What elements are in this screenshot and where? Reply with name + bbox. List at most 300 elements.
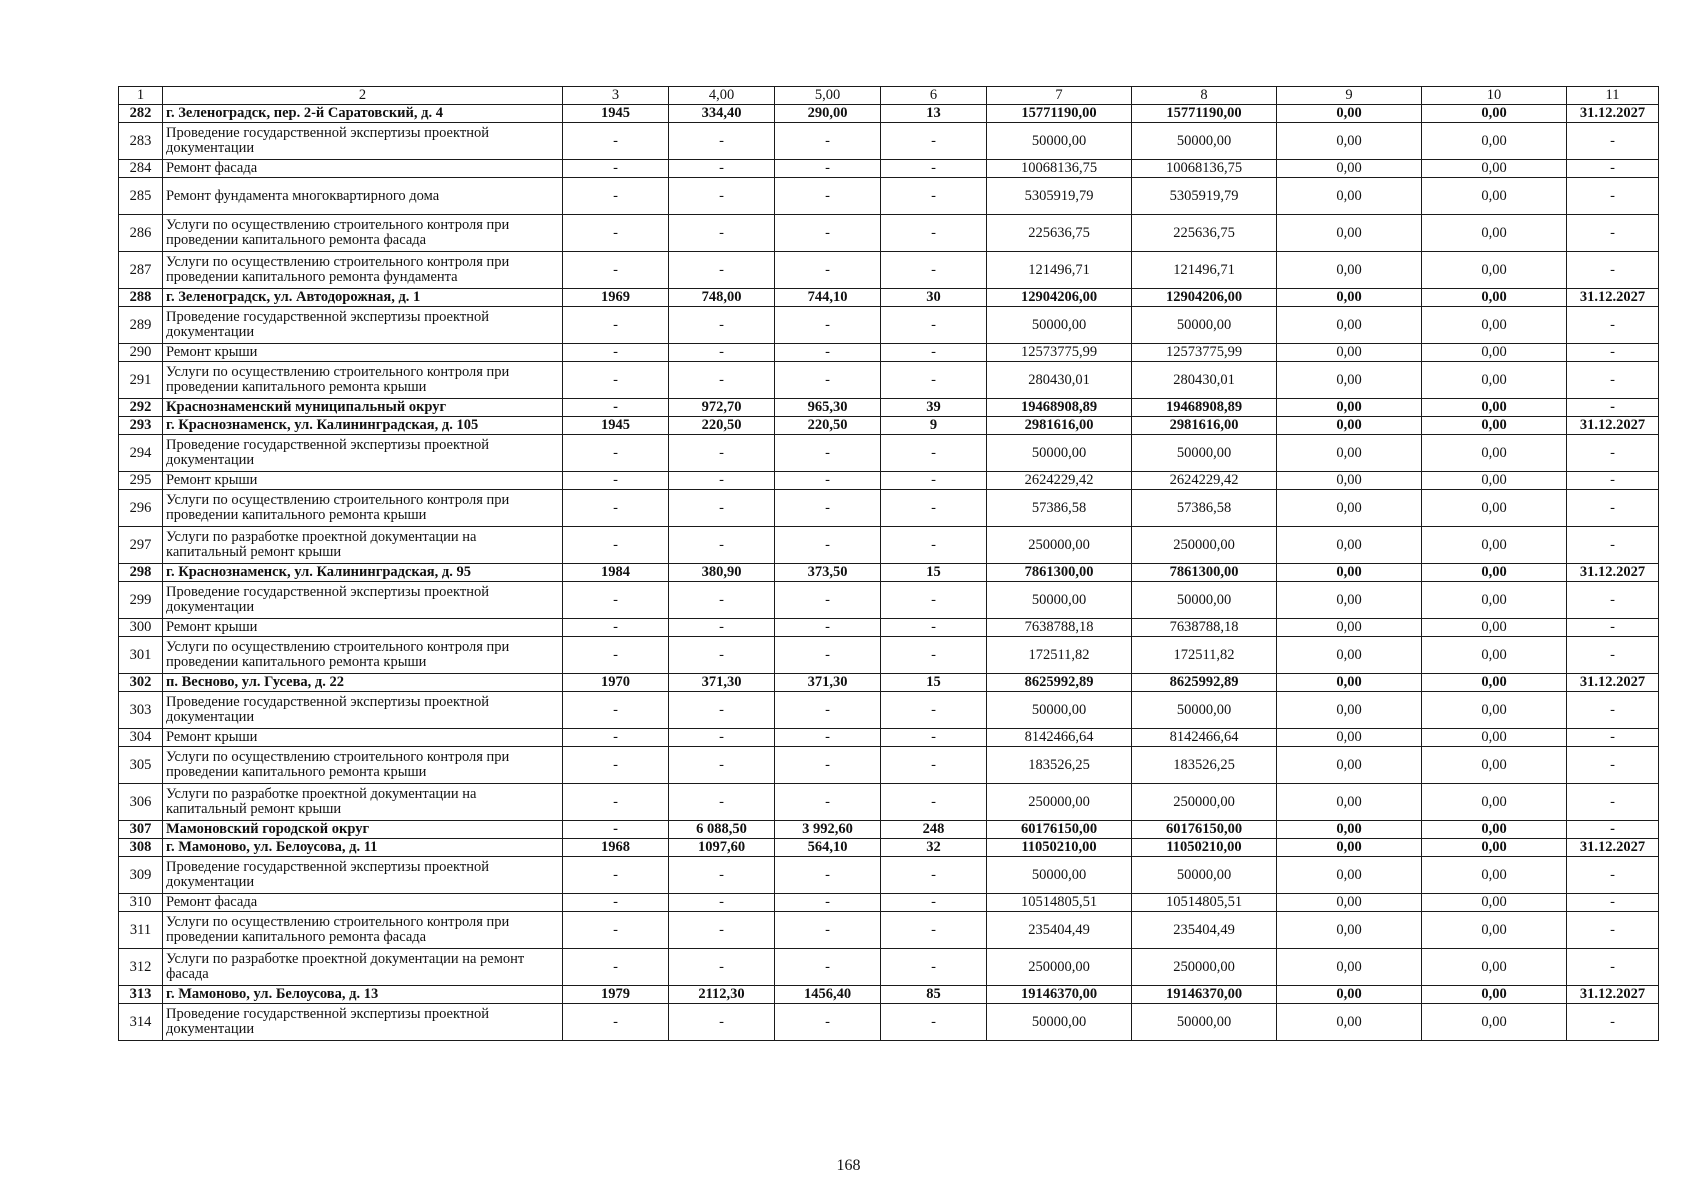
row-index-cell: 295 [119,472,163,490]
cost-fund-cell: 250000,00 [1132,527,1277,564]
row-index-cell: 300 [119,619,163,637]
year-cell: - [563,692,669,729]
residents-cell: 32 [881,839,987,857]
residents-cell: - [881,637,987,674]
row-index-cell: 301 [119,637,163,674]
area-living-cell: - [775,784,881,821]
row-index-cell: 296 [119,490,163,527]
year-cell: 1945 [563,105,669,123]
year-cell: - [563,435,669,472]
area-total-cell: - [669,619,775,637]
row-index-cell: 290 [119,344,163,362]
deadline-cell: 31.12.2027 [1567,986,1659,1004]
year-cell: 1984 [563,564,669,582]
description-cell: Услуги по разработке проектной документации на ремонт фасада [163,949,563,986]
area-living-cell: - [775,747,881,784]
area-total-cell: - [669,527,775,564]
cost-fund-cell: 50000,00 [1132,123,1277,160]
cost-owner-cell: 0,00 [1422,307,1567,344]
area-living-cell: 3 992,60 [775,821,881,839]
area-total-cell: - [669,857,775,894]
cost-total-cell: 50000,00 [987,857,1132,894]
table-row-work [119,692,1659,729]
cost-budget-cell: 0,00 [1277,417,1422,435]
deadline-cell: - [1567,362,1659,399]
residents-cell: - [881,490,987,527]
cost-budget-cell: 0,00 [1277,582,1422,619]
cost-owner-cell: 0,00 [1422,729,1567,747]
capital-repair-table [118,86,1659,1041]
area-living-cell: - [775,307,881,344]
cost-owner-cell: 0,00 [1422,564,1567,582]
table-row-work [119,123,1659,160]
header-cell: 11 [1567,87,1659,105]
description-cell: г. Зеленоградск, ул. Автодорожная, д. 1 [163,289,563,307]
description-cell: Мамоновский городской округ [163,821,563,839]
cost-owner-cell: 0,00 [1422,894,1567,912]
residents-cell: 30 [881,289,987,307]
area-living-cell: - [775,362,881,399]
cost-fund-cell: 7861300,00 [1132,564,1277,582]
area-total-cell: - [669,178,775,215]
cost-budget-cell: 0,00 [1277,123,1422,160]
area-total-cell: 972,70 [669,399,775,417]
row-index-cell: 302 [119,674,163,692]
area-living-cell: - [775,692,881,729]
area-living-cell: - [775,472,881,490]
cost-owner-cell: 0,00 [1422,344,1567,362]
row-index-cell: 306 [119,784,163,821]
description-cell: Ремонт крыши [163,472,563,490]
deadline-cell: - [1567,399,1659,417]
residents-cell: 9 [881,417,987,435]
header-cell: 5,00 [775,87,881,105]
cost-budget-cell: 0,00 [1277,344,1422,362]
cost-fund-cell: 50000,00 [1132,307,1277,344]
row-index-cell: 304 [119,729,163,747]
residents-cell: - [881,362,987,399]
residents-cell: - [881,178,987,215]
cost-budget-cell: 0,00 [1277,178,1422,215]
residents-cell: - [881,252,987,289]
year-cell: - [563,215,669,252]
cost-owner-cell: 0,00 [1422,637,1567,674]
table-row-object [119,417,1659,435]
row-index-cell: 294 [119,435,163,472]
cost-total-cell: 12573775,99 [987,344,1132,362]
cost-total-cell: 15771190,00 [987,105,1132,123]
area-living-cell: - [775,619,881,637]
row-index-cell: 299 [119,582,163,619]
cost-total-cell: 8625992,89 [987,674,1132,692]
cost-total-cell: 121496,71 [987,252,1132,289]
cost-fund-cell: 121496,71 [1132,252,1277,289]
row-index-cell: 291 [119,362,163,399]
table-row-work [119,490,1659,527]
table-row-work [119,307,1659,344]
cost-total-cell: 5305919,79 [987,178,1132,215]
description-cell: Проведение государственной экспертизы проектной документации [163,1004,563,1041]
cost-owner-cell: 0,00 [1422,123,1567,160]
description-cell: Услуги по осуществлению строительного контроля при проведении капитального ремонта крыши [163,490,563,527]
deadline-cell: - [1567,729,1659,747]
cost-fund-cell: 57386,58 [1132,490,1277,527]
cost-total-cell: 50000,00 [987,435,1132,472]
area-total-cell: - [669,490,775,527]
cost-budget-cell: 0,00 [1277,637,1422,674]
cost-owner-cell: 0,00 [1422,582,1567,619]
year-cell: - [563,747,669,784]
cost-budget-cell: 0,00 [1277,839,1422,857]
area-living-cell: 371,30 [775,674,881,692]
cost-owner-cell: 0,00 [1422,784,1567,821]
cost-fund-cell: 11050210,00 [1132,839,1277,857]
residents-cell: - [881,784,987,821]
deadline-cell: 31.12.2027 [1567,105,1659,123]
table-row-work [119,619,1659,637]
description-cell: Проведение государственной экспертизы проектной документации [163,582,563,619]
row-index-cell: 285 [119,178,163,215]
table-row-work [119,472,1659,490]
row-index-cell: 310 [119,894,163,912]
area-total-cell: - [669,949,775,986]
header-cell: 3 [563,87,669,105]
cost-fund-cell: 19146370,00 [1132,986,1277,1004]
table-row-work [119,527,1659,564]
residents-cell: - [881,344,987,362]
cost-fund-cell: 8142466,64 [1132,729,1277,747]
area-living-cell: 965,30 [775,399,881,417]
cost-budget-cell: 0,00 [1277,894,1422,912]
cost-budget-cell: 0,00 [1277,215,1422,252]
cost-owner-cell: 0,00 [1422,362,1567,399]
cost-total-cell: 2624229,42 [987,472,1132,490]
cost-owner-cell: 0,00 [1422,435,1567,472]
description-cell: Услуги по осуществлению строительного контроля при проведении капитального ремонта фасада [163,215,563,252]
table-row-work [119,1004,1659,1041]
area-total-cell: - [669,160,775,178]
cost-total-cell: 2981616,00 [987,417,1132,435]
deadline-cell: 31.12.2027 [1567,564,1659,582]
description-cell: г. Зеленоградск, пер. 2-й Саратовский, д. 4 [163,105,563,123]
description-cell: Ремонт фасада [163,160,563,178]
year-cell: - [563,857,669,894]
table-row-work [119,912,1659,949]
table-row-work [119,857,1659,894]
description-cell: Услуги по осуществлению строительного контроля при проведении капитального ремонта крыши [163,362,563,399]
cost-owner-cell: 0,00 [1422,821,1567,839]
deadline-cell: 31.12.2027 [1567,839,1659,857]
area-living-cell: - [775,527,881,564]
description-cell: Услуги по осуществлению строительного контроля при проведении капитального ремонта фасада [163,912,563,949]
row-index-cell: 309 [119,857,163,894]
cost-total-cell: 280430,01 [987,362,1132,399]
table-row-work [119,894,1659,912]
description-cell: Проведение государственной экспертизы проектной документации [163,692,563,729]
table-row-object [119,399,1659,417]
description-cell: п. Весново, ул. Гусева, д. 22 [163,674,563,692]
cost-budget-cell: 0,00 [1277,472,1422,490]
page-number: 168 [836,1157,861,1174]
residents-cell: - [881,123,987,160]
area-total-cell: - [669,472,775,490]
cost-fund-cell: 172511,82 [1132,637,1277,674]
year-cell: 1945 [563,417,669,435]
area-total-cell: - [669,435,775,472]
cost-total-cell: 7861300,00 [987,564,1132,582]
row-index-cell: 311 [119,912,163,949]
row-index-cell: 308 [119,839,163,857]
area-living-cell: - [775,582,881,619]
area-living-cell: 564,10 [775,839,881,857]
deadline-cell: - [1567,344,1659,362]
description-cell: г. Краснознаменск, ул. Калининградская, д. 95 [163,564,563,582]
deadline-cell: - [1567,472,1659,490]
header-cell: 8 [1132,87,1277,105]
residents-cell: - [881,160,987,178]
cost-budget-cell: 0,00 [1277,986,1422,1004]
cost-budget-cell: 0,00 [1277,857,1422,894]
cost-owner-cell: 0,00 [1422,289,1567,307]
table-row-object [119,821,1659,839]
description-cell: Услуги по разработке проектной документации на капитальный ремонт крыши [163,784,563,821]
cost-owner-cell: 0,00 [1422,1004,1567,1041]
residents-cell: - [881,472,987,490]
cost-budget-cell: 0,00 [1277,435,1422,472]
cost-budget-cell: 0,00 [1277,307,1422,344]
cost-total-cell: 250000,00 [987,949,1132,986]
cost-owner-cell: 0,00 [1422,215,1567,252]
cost-total-cell: 11050210,00 [987,839,1132,857]
year-cell: 1970 [563,674,669,692]
deadline-cell: - [1567,252,1659,289]
header-cell: 2 [163,87,563,105]
area-living-cell: 220,50 [775,417,881,435]
description-cell: Ремонт фундамента многоквартирного дома [163,178,563,215]
area-total-cell: - [669,362,775,399]
row-index-cell: 307 [119,821,163,839]
table-row-work [119,362,1659,399]
deadline-cell: - [1567,527,1659,564]
area-total-cell: - [669,215,775,252]
deadline-cell: - [1567,123,1659,160]
residents-cell: - [881,1004,987,1041]
cost-owner-cell: 0,00 [1422,490,1567,527]
deadline-cell: - [1567,307,1659,344]
row-index-cell: 313 [119,986,163,1004]
area-total-cell: - [669,747,775,784]
deadline-cell: - [1567,784,1659,821]
description-cell: Ремонт крыши [163,344,563,362]
description-cell: Услуги по осуществлению строительного контроля при проведении капитального ремонта крыши [163,637,563,674]
area-total-cell: - [669,252,775,289]
cost-total-cell: 10068136,75 [987,160,1132,178]
year-cell: - [563,619,669,637]
cost-budget-cell: 0,00 [1277,105,1422,123]
residents-cell: 15 [881,564,987,582]
cost-fund-cell: 50000,00 [1132,857,1277,894]
cost-budget-cell: 0,00 [1277,1004,1422,1041]
area-living-cell: - [775,344,881,362]
deadline-cell: - [1567,949,1659,986]
cost-fund-cell: 2981616,00 [1132,417,1277,435]
area-living-cell: - [775,215,881,252]
cost-owner-cell: 0,00 [1422,417,1567,435]
header-cell: 10 [1422,87,1567,105]
description-cell: г. Мамоново, ул. Белоусова, д. 11 [163,839,563,857]
area-living-cell: - [775,123,881,160]
area-living-cell: - [775,435,881,472]
table-row-object [119,839,1659,857]
residents-cell: - [881,527,987,564]
area-living-cell: 744,10 [775,289,881,307]
row-index-cell: 314 [119,1004,163,1041]
area-living-cell: - [775,857,881,894]
table-row-object [119,564,1659,582]
year-cell: 1979 [563,986,669,1004]
cost-budget-cell: 0,00 [1277,674,1422,692]
row-index-cell: 297 [119,527,163,564]
cost-owner-cell: 0,00 [1422,747,1567,784]
year-cell: - [563,949,669,986]
cost-fund-cell: 10514805,51 [1132,894,1277,912]
area-living-cell: - [775,894,881,912]
cost-budget-cell: 0,00 [1277,160,1422,178]
description-cell: Ремонт крыши [163,619,563,637]
area-living-cell: - [775,912,881,949]
residents-cell: - [881,692,987,729]
deadline-cell: - [1567,747,1659,784]
area-total-cell: - [669,692,775,729]
cost-budget-cell: 0,00 [1277,252,1422,289]
cost-budget-cell: 0,00 [1277,564,1422,582]
residents-cell: - [881,912,987,949]
year-cell: - [563,472,669,490]
year-cell: - [563,1004,669,1041]
area-living-cell: - [775,729,881,747]
residents-cell: 248 [881,821,987,839]
cost-owner-cell: 0,00 [1422,178,1567,215]
cost-owner-cell: 0,00 [1422,527,1567,564]
cost-budget-cell: 0,00 [1277,362,1422,399]
residents-cell: - [881,582,987,619]
cost-fund-cell: 15771190,00 [1132,105,1277,123]
area-total-cell: - [669,582,775,619]
year-cell: - [563,178,669,215]
year-cell: - [563,344,669,362]
cost-budget-cell: 0,00 [1277,729,1422,747]
cost-fund-cell: 2624229,42 [1132,472,1277,490]
residents-cell: 85 [881,986,987,1004]
cost-total-cell: 183526,25 [987,747,1132,784]
cost-owner-cell: 0,00 [1422,472,1567,490]
deadline-cell: - [1567,1004,1659,1041]
residents-cell: - [881,894,987,912]
area-total-cell: - [669,912,775,949]
cost-owner-cell: 0,00 [1422,399,1567,417]
header-cell: 1 [119,87,163,105]
cost-owner-cell: 0,00 [1422,692,1567,729]
area-total-cell: 220,50 [669,417,775,435]
area-total-cell: 2112,30 [669,986,775,1004]
residents-cell: - [881,215,987,252]
table-row-work [119,637,1659,674]
area-total-cell: 334,40 [669,105,775,123]
cost-fund-cell: 250000,00 [1132,784,1277,821]
cost-total-cell: 50000,00 [987,1004,1132,1041]
table-body [119,87,1659,1041]
cost-fund-cell: 12904206,00 [1132,289,1277,307]
row-index-cell: 283 [119,123,163,160]
description-cell: Проведение государственной экспертизы проектной документации [163,123,563,160]
area-total-cell: - [669,1004,775,1041]
area-total-cell: - [669,637,775,674]
residents-cell: 13 [881,105,987,123]
year-cell: - [563,490,669,527]
cost-budget-cell: 0,00 [1277,289,1422,307]
cost-budget-cell: 0,00 [1277,912,1422,949]
area-total-cell: - [669,729,775,747]
area-total-cell: 6 088,50 [669,821,775,839]
table-row-work [119,747,1659,784]
deadline-cell: - [1567,912,1659,949]
cost-budget-cell: 0,00 [1277,784,1422,821]
cost-total-cell: 60176150,00 [987,821,1132,839]
cost-owner-cell: 0,00 [1422,839,1567,857]
cost-fund-cell: 8625992,89 [1132,674,1277,692]
table-row-work [119,252,1659,289]
area-total-cell: 371,30 [669,674,775,692]
table-row-object [119,674,1659,692]
description-cell: Краснознаменский муниципальный округ [163,399,563,417]
area-total-cell: - [669,344,775,362]
cost-fund-cell: 280430,01 [1132,362,1277,399]
cost-total-cell: 250000,00 [987,527,1132,564]
header-cell: 7 [987,87,1132,105]
cost-total-cell: 8142466,64 [987,729,1132,747]
header-cell: 6 [881,87,987,105]
year-cell: - [563,821,669,839]
table-row-work [119,729,1659,747]
cost-owner-cell: 0,00 [1422,912,1567,949]
table-row-work [119,215,1659,252]
area-total-cell: - [669,894,775,912]
deadline-cell: - [1567,894,1659,912]
residents-cell: - [881,435,987,472]
year-cell: - [563,399,669,417]
row-index-cell: 312 [119,949,163,986]
area-living-cell: - [775,949,881,986]
deadline-cell: - [1567,692,1659,729]
cost-owner-cell: 0,00 [1422,674,1567,692]
cost-fund-cell: 183526,25 [1132,747,1277,784]
deadline-cell: - [1567,821,1659,839]
area-total-cell: - [669,307,775,344]
row-index-cell: 293 [119,417,163,435]
cost-fund-cell: 19468908,89 [1132,399,1277,417]
cost-total-cell: 50000,00 [987,123,1132,160]
cost-total-cell: 57386,58 [987,490,1132,527]
year-cell: - [563,527,669,564]
cost-total-cell: 7638788,18 [987,619,1132,637]
area-total-cell: - [669,784,775,821]
year-cell: - [563,894,669,912]
deadline-cell: - [1567,435,1659,472]
cost-total-cell: 172511,82 [987,637,1132,674]
residents-cell: 15 [881,674,987,692]
area-total-cell: 380,90 [669,564,775,582]
description-cell: Ремонт крыши [163,729,563,747]
